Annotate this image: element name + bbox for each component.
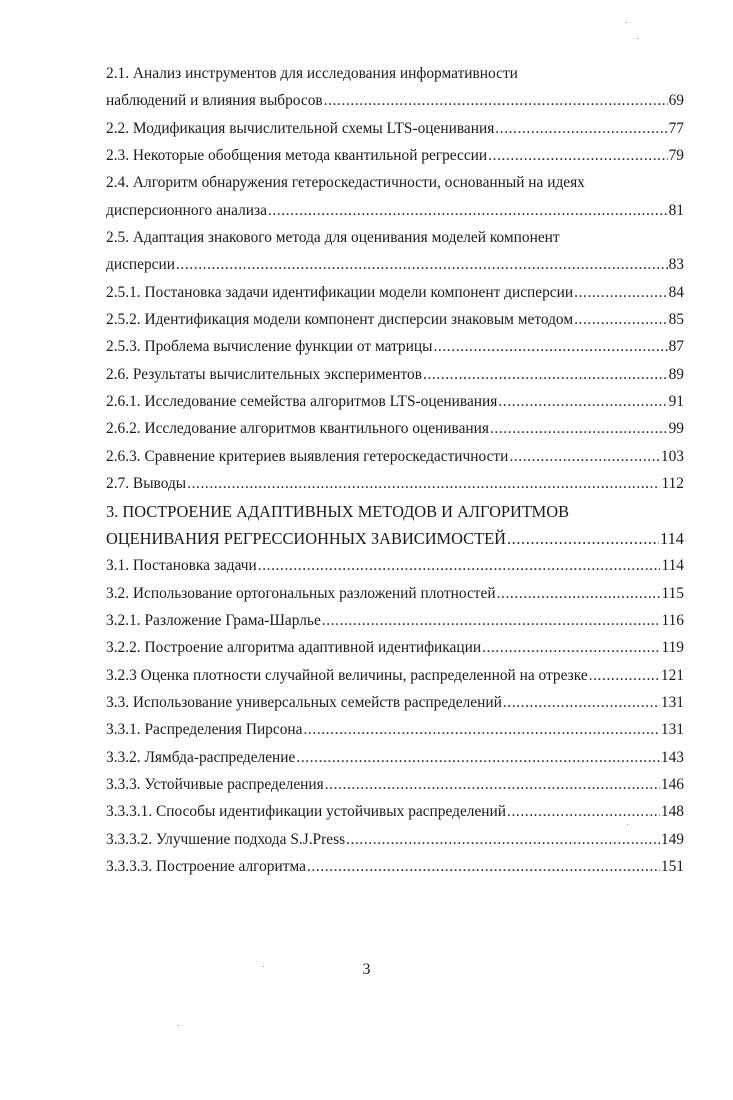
toc-entry (106, 60, 684, 87)
toc-leader-dots (176, 251, 668, 278)
toc-leader-dots (509, 443, 660, 470)
toc-entry-page: 81 (668, 201, 684, 219)
toc-entry-title: 3.3.3.2. Улучшение подхода S.J.Press (106, 830, 346, 848)
toc-entry-page: 85 (668, 311, 684, 329)
toc-entry-page: 89 (668, 365, 684, 383)
toc-entry-title: 2.5.3. Проблема вычисление функции от матрицы (106, 338, 433, 356)
toc-entry-title: 2.5. Адаптация знакового метода для оценивания моделей компонент (106, 229, 560, 247)
scan-speck (626, 22, 627, 23)
toc-leader-dots (258, 552, 661, 579)
toc-leader-dots (325, 771, 660, 798)
toc-entry-title: 2.5.1. Постановка задачи идентификации модели компонент дисперсии (106, 283, 574, 301)
toc-entry-title: 3.2.1. Разложение Грама-Шарлье (106, 611, 321, 629)
toc-entry-title: 3. ПОСТРОЕНИЕ АДАПТИВНЫХ МЕТОДОВ И АЛГОРИТМОВ (106, 501, 570, 521)
toc-leader-dots (503, 689, 660, 716)
toc-entry (106, 716, 684, 743)
toc-leader-dots (346, 826, 660, 853)
toc-entry-page: 112 (661, 475, 684, 493)
scan-speck (637, 38, 638, 39)
toc-entry (106, 771, 684, 798)
toc-entry (106, 607, 684, 634)
toc-entry-title: 3.3.2. Лямбда-распределение (106, 748, 296, 766)
toc-entry (106, 306, 684, 333)
toc-entry (106, 224, 684, 251)
toc-leader-dots (187, 470, 660, 497)
toc-entry (106, 415, 684, 442)
toc-leader-dots (497, 580, 661, 607)
toc-entry-title: 2.6. Результаты вычислительных экспериментов (106, 365, 422, 383)
toc-entry-title: 3.3.3. Устойчивые распределения (106, 775, 324, 793)
toc-entry-page: 103 (660, 447, 684, 465)
toc-entry-title: 2.4. Алгоритм обнаружения гетероскедастичности, основанный на идеях (106, 174, 585, 192)
toc-entry-page: 119 (661, 639, 684, 657)
toc-entry (106, 197, 684, 224)
toc-entry-page: 91 (668, 393, 684, 411)
toc-entry-title: 3.2. Использование ортогональных разложений плотностей (106, 584, 496, 602)
toc-entry (106, 388, 684, 415)
toc-entry-title: 2.5.2. Идентификация модели компонент дисперсии знаковым методом (106, 311, 574, 329)
toc-entry (106, 443, 684, 470)
toc-entry-page: 83 (668, 256, 684, 274)
toc-entry (106, 662, 684, 689)
toc-entry-page: 143 (660, 748, 684, 766)
toc-entry (106, 798, 684, 825)
toc-entry (106, 525, 684, 552)
toc-leader-dots (303, 716, 659, 743)
toc-leader-dots (482, 634, 660, 661)
toc-leader-dots (307, 853, 660, 880)
toc-entry-page: 69 (668, 92, 684, 110)
toc-leader-dots (507, 798, 660, 825)
toc-entry (106, 634, 684, 661)
toc-leader-dots (574, 279, 667, 306)
toc-leader-dots (268, 197, 668, 224)
toc-entry-title: дисперсионного анализа (106, 201, 267, 219)
toc-entry-page: 87 (668, 338, 684, 356)
toc-entry (106, 580, 684, 607)
scan-speck (263, 966, 264, 967)
toc-entry-title: дисперсии (106, 256, 175, 274)
toc-entry (106, 142, 684, 169)
toc-entry-page: 114 (660, 528, 684, 548)
table-of-contents (106, 60, 684, 880)
toc-entry-page: 151 (660, 857, 684, 875)
toc-entry-page: 84 (668, 283, 684, 301)
toc-leader-dots (498, 388, 667, 415)
toc-entry (106, 853, 684, 880)
toc-entry-page: 131 (660, 721, 684, 739)
toc-entry (106, 115, 684, 142)
toc-entry-title: 3.2.3 Оценка плотности случайной величины, распределенной на отрезке (106, 666, 588, 684)
toc-entry (106, 169, 684, 196)
toc-leader-dots (324, 87, 668, 114)
page-number: 3 (362, 961, 371, 978)
toc-entry-title: 2.6.3. Сравнение критериев выявления гетероскедастичности (106, 447, 509, 465)
toc-entry (106, 689, 684, 716)
toc-entry-title: ОЦЕНИВАНИЯ РЕГРЕССИОННЫХ ЗАВИСИМОСТЕЙ (106, 528, 506, 548)
toc-entry (106, 87, 684, 114)
toc-entry-title: наблюдений и влияния выбросов (106, 92, 323, 110)
toc-leader-dots (490, 415, 668, 442)
toc-entry-title: 2.3. Некоторые обобщения метода квантильной регрессии (106, 147, 488, 165)
toc-entry (106, 361, 684, 388)
toc-entry-page: 79 (668, 147, 684, 165)
toc-entry-title: 2.1. Анализ инструментов для исследования информативности (106, 65, 518, 82)
toc-entry-page: 131 (660, 693, 684, 711)
toc-leader-dots (423, 361, 668, 388)
toc-entry-page: 115 (661, 584, 684, 602)
toc-entry-title: 2.2. Модификация вычислительной схемы LTS-оценивания (106, 119, 495, 137)
toc-leader-dots (589, 662, 660, 689)
scan-speck (627, 824, 628, 825)
toc-entry (106, 552, 684, 579)
toc-entry-page: 149 (660, 830, 684, 848)
toc-entry-title: 2.6.2. Исследование алгоритмов квантильного оценивания (106, 420, 489, 438)
toc-entry (106, 251, 684, 278)
toc-entry-page: 146 (660, 775, 684, 793)
toc-entry-title: 3.1. Постановка задачи (106, 557, 257, 575)
toc-entry-title: 3.3.3.1. Способы идентификации устойчивых распределений (106, 803, 506, 821)
toc-entry (106, 470, 684, 497)
toc-entry-page: 99 (668, 420, 684, 438)
toc-entry-title: 3.3.3.3. Построение алгоритма (106, 857, 306, 875)
toc-entry (106, 498, 684, 525)
toc-leader-dots (574, 306, 668, 333)
toc-entry-title: 2.6.1. Исследование семейства алгоритмов LTS-оценивания (106, 393, 498, 411)
toc-leader-dots (488, 142, 667, 169)
toc-entry-title: 3.3. Использование универсальных семейств распределений (106, 693, 502, 711)
toc-leader-dots (322, 607, 661, 634)
toc-entry (106, 744, 684, 771)
toc-leader-dots (433, 333, 667, 360)
toc-entry (106, 279, 684, 306)
toc-entry-title: 3.3.1. Распределения Пирсона (106, 721, 303, 739)
toc-leader-dots (507, 525, 659, 552)
toc-leader-dots (296, 744, 660, 771)
toc-entry-page: 148 (660, 803, 684, 821)
scan-speck (178, 1025, 179, 1026)
toc-entry-page: 77 (668, 119, 684, 137)
toc-entry-page: 116 (661, 611, 684, 629)
toc-entry-title: 3.2.2. Построение алгоритма адаптивной идентификации (106, 639, 482, 657)
toc-entry-page: 121 (660, 666, 684, 684)
toc-entry (106, 333, 684, 360)
toc-entry-title: 2.7. Выводы (106, 475, 187, 493)
toc-entry-page: 114 (661, 557, 684, 575)
toc-leader-dots (495, 115, 667, 142)
toc-entry (106, 826, 684, 853)
